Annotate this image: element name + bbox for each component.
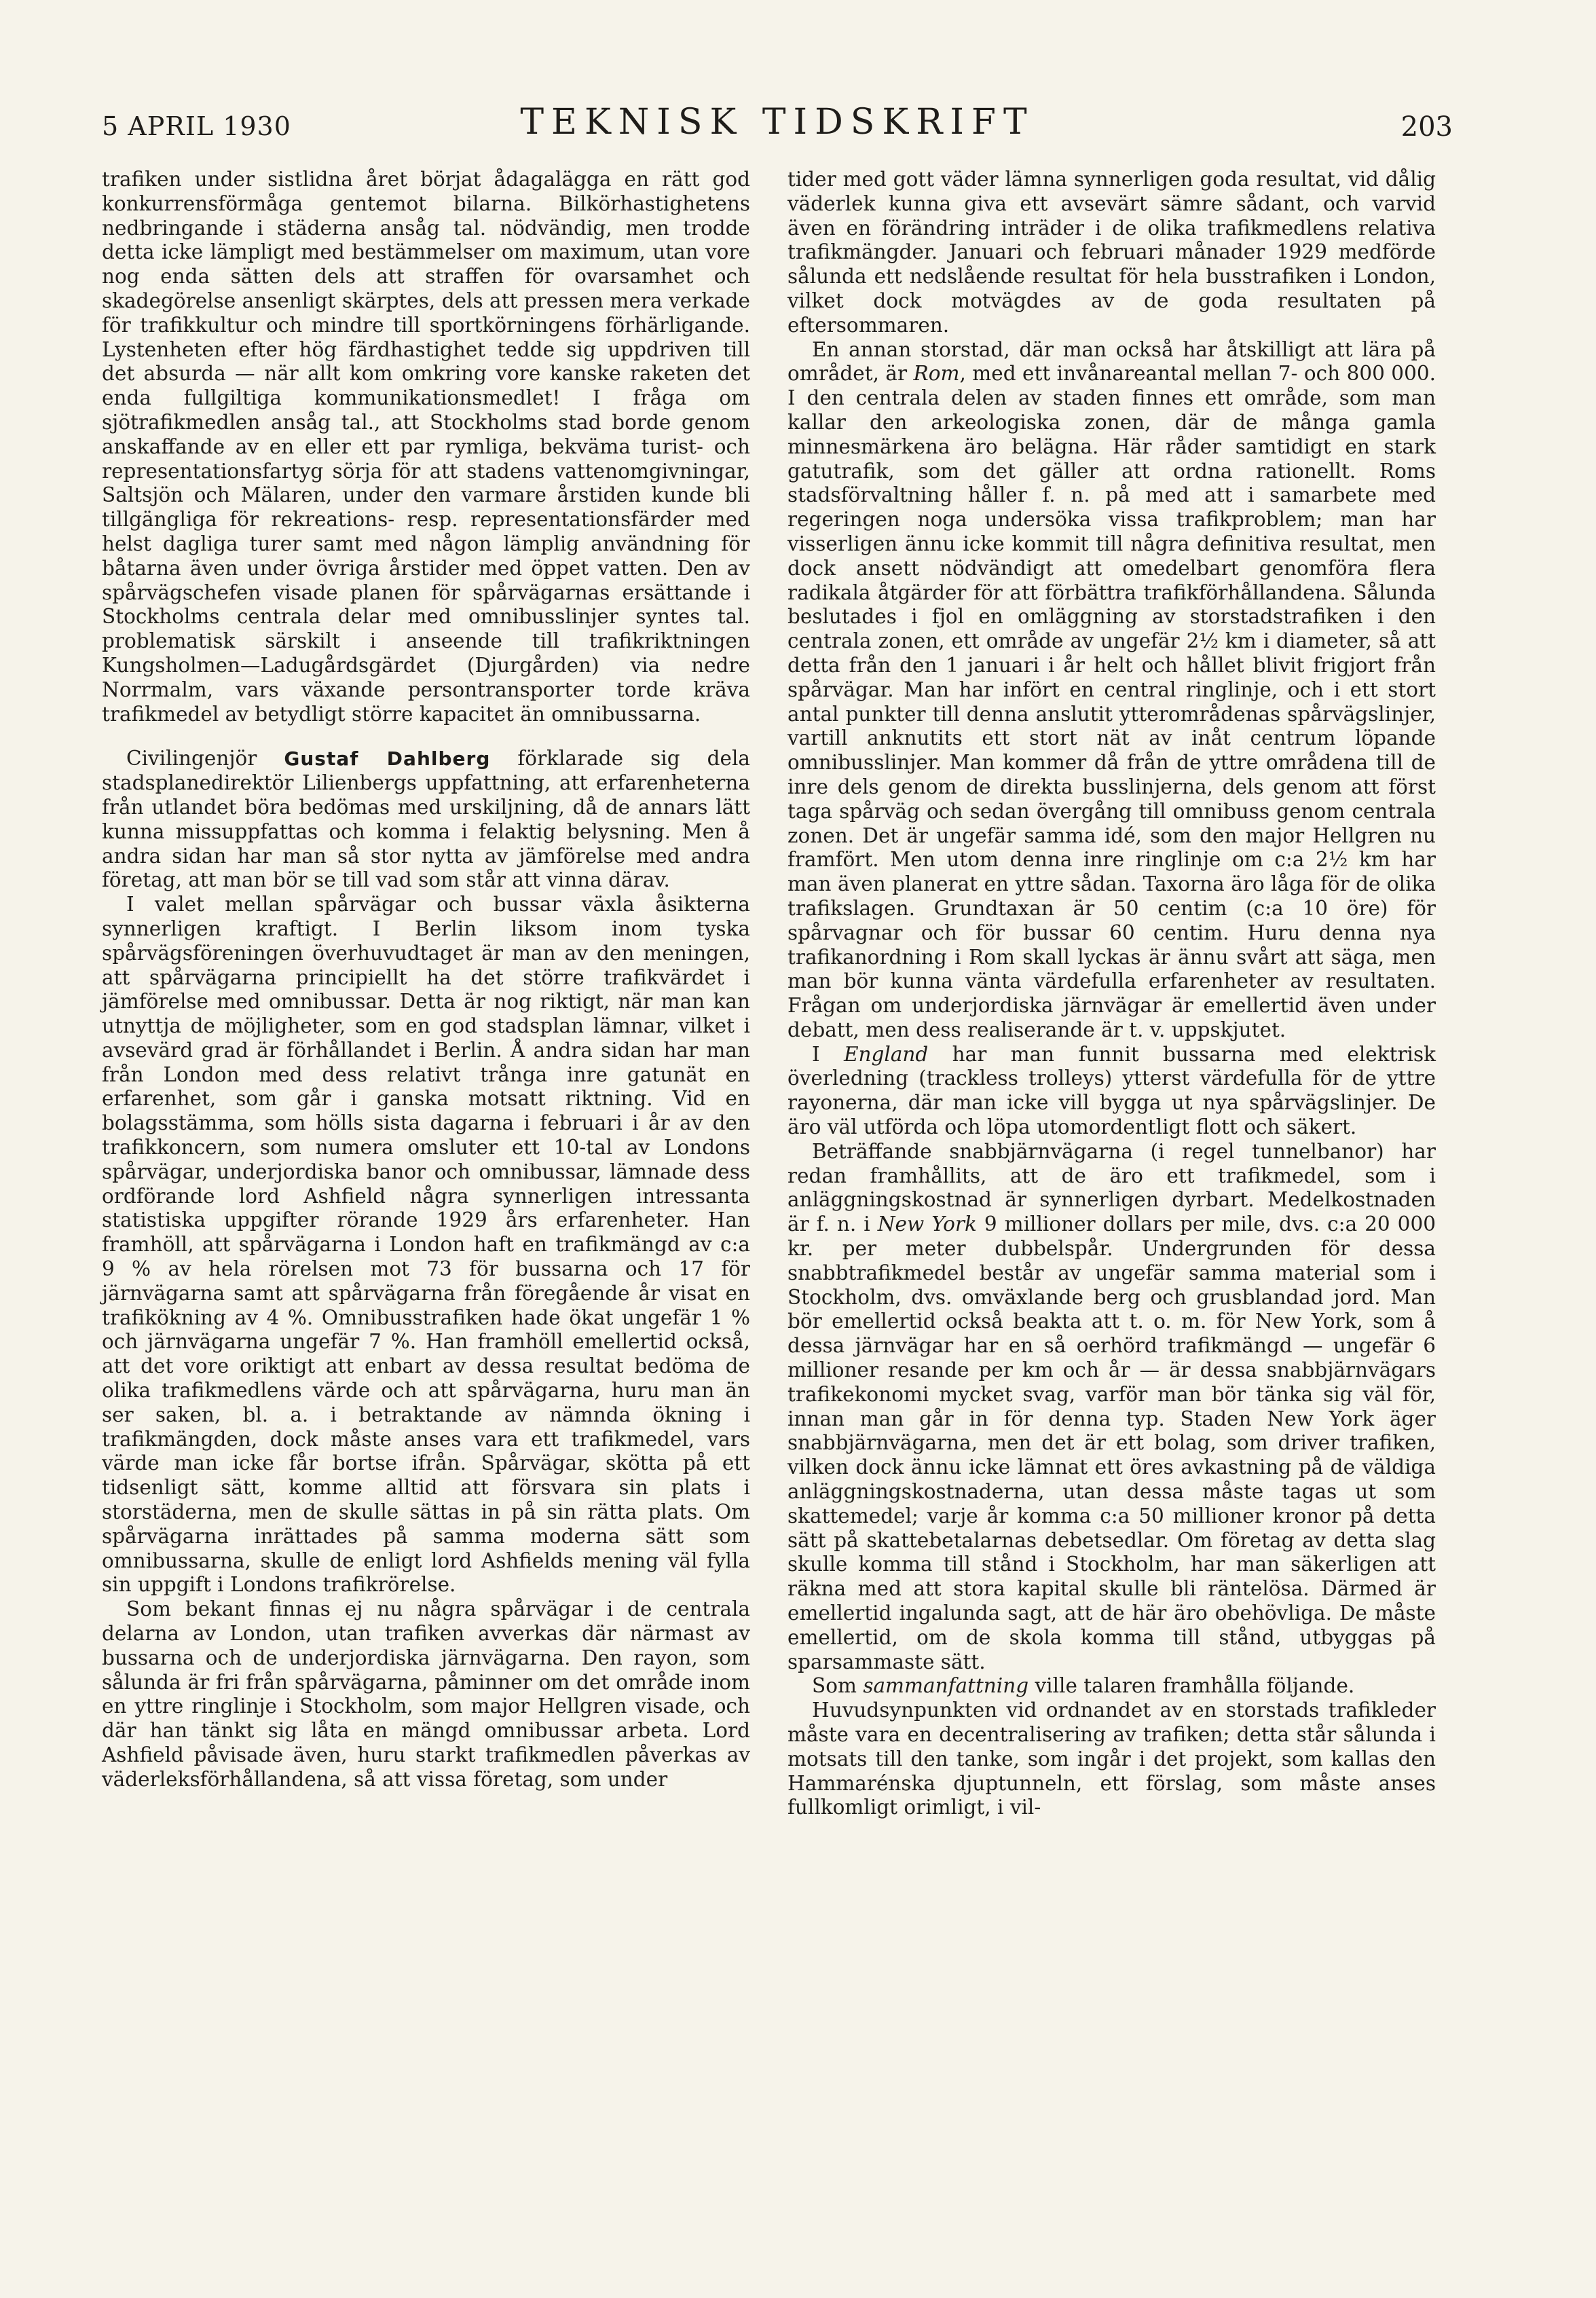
issue-date: 5 APRIL 1930 (102, 111, 291, 141)
left-column (102, 168, 750, 1792)
speaker-name: Gustaf Dahlberg (284, 747, 491, 771)
right-column (787, 168, 1436, 1820)
paragraph: Huvudsynpunkten vid ordnandet av en storstads trafikleder måste vara en decentralisering av trafiken; detta står sålunda i motsats till den tanke, som ingår i det projekt, som kallas den Hammarénska djuptunneln, ett förslag, som måste anses fullkomligt orimligt, i vil- (787, 1699, 1436, 1819)
emphasis: sammanfattning (863, 1674, 1029, 1698)
paragraph: I valet mellan spårvägar och bussar växla åsikterna synnerligen kraftigt. I Berlin liksom inom tyska spårvägsföreningen överhuvudtaget är man av den meningen, att spårvägarna principiellt ha det större trafikvärdet i jämförelse med omnibussar. Detta är nog riktigt, när man kan utnyttja de möjligheter, som en god stadsplan lämnar, vilket i avsevärd grad är förhållandet i Berlin. Å andra sidan har man från London med dess relativt trånga inre gatunät en erfarenhet, som går i ganska motsatt riktning. Vid en bolagsstämma, som hölls sista dagarna i februari i år av den trafikkoncern, som numera omsluter ett 10-tal av Londons spårvägar, underjordiska banor och omnibussar, lämnade dess ordförande lord Ashfield några synnerligen intressanta statistiska uppgifter rörande 1929 års erfarenheter. Han framhöll, att spårvägarna i London haft en trafikmängd av c:a 9 % av hela rörelsen mot 73 för bussarna och 17 för järnvägarna samt att spårvägarna från föregående år visat en trafikökning av 4 %. Omnibusstrafiken hade ökat ungefär 1 % och järnvägarna ungefär 7 %. Han framhöll emellertid också, att det vore oriktigt att enbart av dessa resultat bedöma de olika trafikmedlens värde och att spårvägarna, huru man än ser saken, bl. a. i betraktande av nämnda ökning i trafikmängden, dock måste anses vara ett trafikmedel, vars värde man icke får bortse ifrån. Spårvägar, skötta på ett tidsenligt sätt, komme alltid att försvara sin plats i storstäderna, men de skulle sättas in på sin rätta plats. Om spårvägarna inrättades på samma moderna sätt som omnibussarna, skulle de enligt lord Ashfields mening väl fylla sin uppgift i Londons trafikrörelse. (102, 893, 750, 1597)
paragraph: Som bekant finnas ej nu några spårvägar i de centrala delarna av London, utan trafiken avverkas där närmast av bussarna och de underjordiska järnvägarna. Den rayon, som sålunda är fri från spårvägarna, påminner om det område inom en yttre ringlinje i Stockholm, som major Hellgren visade, och där han tänkt sig låta en mängd omnibussar arbeta. Lord Ashfield påvisade även, huru starkt trafikmedlen påverkas av väderleksförhållandena, så att vissa företag, som under (102, 1597, 750, 1791)
place-name: England (843, 1042, 929, 1066)
journal-title: TEKNISK TIDSKRIFT (520, 102, 1035, 143)
page-header (102, 102, 1453, 156)
page-number: 203 (1400, 111, 1453, 143)
paragraph: trafiken under sistlidna året börjat ådagalägga en rätt god konkurrensförmåga gentemot bilarna. Bilkörhastighetens nedbringande i städerna ansåg tal. nödvändig, men trodde detta icke lämpligt med bestämmelser om maximum, utan vore nog enda sätten dels att straffen för ovarsamhet och skadegörelse ansenligt skärptes, dels att pressen mera verkade för trafikkultur och mindre till sportkörningens förhärligande. Lystenheten efter hög färdhastighet tedde sig uppdriven till det absurda — när allt kom omkring vore kanske raketen det enda fullgiltiga kommunikationsmedlet! I fråga om sjötrafikmedlen ansåg tal., att Stockholms stad borde genom anskaffande av en eller ett par rymliga, bekväma turist- och representationsfartyg sörja för att stadens vattenomgivningar, Saltsjön och Mälaren, under den varmare årstiden kunde bli tillgängliga för rekreations- resp. representationsfärder med helst dagliga turer samt med någon lämplig användning för båtarna även under övriga årstider med öppet vatten. Den av spårvägschefen visade planen för spårvägarnas ersättande i Stockholms centrala delar med omnibusslinjer syntes tal. problematisk särskilt i anseende till trafikriktningen Kungsholmen—Ladugårdsgärdet (Djurgården) via nedre Norrmalm, vars växande persontransporter torde kräva trafikmedel av betydligt större kapacitet än omnibussarna. (102, 168, 750, 726)
place-name: Rom (913, 362, 960, 386)
paragraph: tider med gott väder lämna synnerligen goda resultat, vid dålig väderlek kunna giva ett avsevärt sämre sådant, och varvid även en förändring inträder i de olika trafikmedlens relativa trafikmängder. Januari och februari månader 1929 medförde sålunda ett nedslående resultat för hela busstrafiken i London, vilket dock motvägdes av de goda resultaten på eftersommaren. (787, 168, 1436, 337)
paragraph: Beträffande snabbjärnvägarna (i regel tunnelbanor) har redan framhållits, att de äro ett trafikmedel, som i anläggningskostnad är synnerligen dyrbart. Medelkostnaden är f. n. i New York 9 millioner dollars per mile, dvs. c:a 20 000 kr. per meter dubbelspår. Undergrunden för dessa snabbtrafikmedel består av ungefär samma material som i Stockholm, dvs. omväxlande berg och grusblandad jord. Man bör emellertid också beakta att t. o. m. för New York, som å dessa järnvägar har en så oerhörd trafikmängd — ungefär 6 millioner resande per km och år — är dessa snabbjärnvägars trafikekonomi mycket svag, varför man bör tänka sig väl för, innan man går in för denna typ. Staden New York äger snabbjärnvägarna, men det är ett bolag, som driver trafiken, vilken dock ännu icke lämnat ett öres avkastning på de väldiga anläggningskostnaderna, utan dessa måste tagas ut som skattemedel; varje år komma c:a 50 millioner kronor på detta sätt på skattebetalarnas debetsedlar. Om företag av detta slag skulle komma till stånd i Stockholm, har man säkerligen att räkna med att stora kapital skulle bli räntelösa. Därmed är emellertid ingalunda sagt, att de här äro obehövliga. De måste emellertid, om de skola komma till stånd, utbyggas på sparsammaste sätt. (787, 1139, 1436, 1673)
paragraph: I England har man funnit bussarna med elektrisk överledning (trackless trolleys) ytterst värdefulla för de yttre rayonerna, där man icke vill bygga ut nya spårvägslinjer. De äro väl utförda och löpa utomordentligt flott och säkert. (787, 1042, 1436, 1139)
paragraph: En annan storstad, där man också har åtskilligt att lära på området, är Rom, med ett invånareantal mellan 7- och 800 000. I den centrala delen av staden finnes ett område, som man kallar den arkeologiska zonen, där de många gamla minnesmärkena äro belägna. Här råder samtidigt en stark gatutrafik, som det gäller att ordna rationellt. Roms stadsförvaltning håller f. n. på med att i samarbete med regeringen noga undersöka vissa trafikproblem; man har visserligen ännu icke kommit till några definitiva resultat, men dock ansett nödvändigt att omedelbart genomföra flera radikala åtgärder för att förbättra trafikförhållandena. Sålunda beslutades i fjol en omläggning av storstadstrafiken i den centrala zonen, ett område av ungefär 2½ km i diameter, så att detta från den 1 januari i år helt och hållet blivit frigjort från spårvägar. Man har infört en central ringlinje, och i ett stort antal punkter till denna anslutit ytterområdenas spårvägslinjer, vartill anknutits ett stort nät av inåt centrum löpande omnibusslinjer. Man kommer då från de yttre områdena till de inre dels genom de direkta busslinjerna, dels genom att först taga spårväg och sedan övergång till omnibuss genom centrala zonen. Det är ungefär samma idé, som den major Hellgren nu framfört. Men utom denna inre ringlinje om c:a 2½ km har man även planerat en yttre sådan. Taxorna äro låga för de olika trafikslagen. Grundtaxan är 50 centim (c:a 10 öre) för spårvagnar och för bussar 60 centim. Huru denna nya trafikanordning i Rom skall lyckas är ännu svårt att säga, men man bör kunna vänta värdefulla erfarenheter av resultaten. Frågan om underjordiska järnvägar är emellertid även under debatt, men dess realiserande är t. v. uppskjutet. (787, 337, 1436, 1041)
place-name: New York (877, 1212, 977, 1236)
paragraph: Som sammanfattning ville talaren framhålla följande. (812, 1674, 1355, 1698)
paragraph: Civilingenjör Gustaf Dahlberg förklarade sig dela stadsplanedirektör Lilienbergs uppfattning, att erfarenheterna från utlandet böra bedömas med urskiljning, då de annars lätt kunna missuppfattas och komma i felaktig belysning. Men å andra sidan har man så stor nytta av jämförelse med andra företag, att man bör se till vad som står att vinna därav. (102, 747, 750, 892)
